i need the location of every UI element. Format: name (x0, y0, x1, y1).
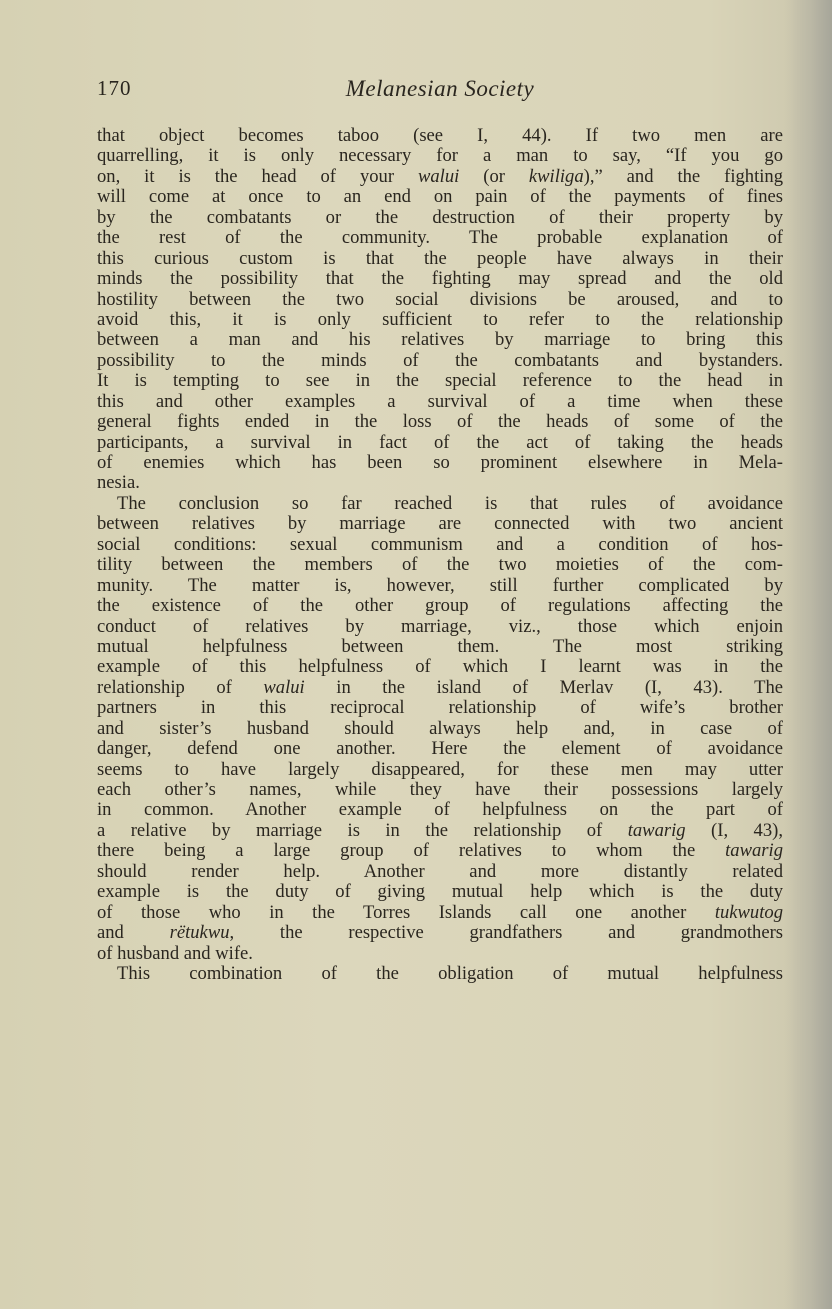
italic-term: rëtukwu (169, 922, 230, 944)
text-line: will come at once to an end on pain of the payments of fines (97, 186, 783, 208)
text-line: that object becomes taboo (see I, 44). If two men are (97, 125, 783, 146)
text-line: nesia. (97, 472, 140, 494)
page-edge-shadow (784, 0, 832, 1309)
text-line: The conclusion so far reached is that rules of avoidance (117, 492, 783, 514)
text-line: of husband and wife. (97, 942, 253, 964)
text-line: this curious custom is that the people have always in their (97, 247, 783, 269)
text-line: partners in this reciprocal relationship of wife’s brother (97, 697, 783, 719)
italic-term: walui (263, 676, 305, 698)
text-line: possibility to the minds of the combatants and bystanders. (97, 349, 783, 371)
text-line: munity. The matter is, however, still further complicated by (97, 574, 783, 596)
text-line: participants, a survival in fact of the act of taking the heads (97, 431, 783, 453)
body-text (97, 126, 783, 984)
italic-term: tukwutog (714, 901, 783, 923)
text-line: by the combatants or the destruction of their property by (97, 206, 783, 228)
text-line: on, it is the head of your walui (or kwiliga),” and the fighting (97, 165, 784, 187)
text-line: should render help. Another and more distantly related (97, 860, 783, 882)
text-line: conduct of relatives by marriage, viz., those which enjoin (97, 615, 783, 637)
text-line: tility between the members of the two moieties of the com- (97, 554, 783, 576)
page-number: 170 (97, 76, 132, 100)
italic-term: tawarig (627, 819, 686, 841)
italic-term: tawarig (725, 840, 783, 862)
italic-term: walui (417, 165, 460, 187)
text-line: this and other examples a survival of a time when these (97, 390, 783, 412)
text-line: avoid this, it is only sufficient to refer to the relationship (97, 308, 783, 330)
text-line: This combination of the obligation of mutual helpfulness (117, 962, 783, 984)
text-line: between a man and his relatives by marriage to bring this (97, 329, 783, 351)
text-line: example of this helpfulness of which I learnt was in the (97, 656, 783, 678)
text-line: and sister’s husband should always help and, in case of (97, 717, 783, 739)
text-line: seems to have largely disappeared, for these men may utter (97, 758, 783, 780)
page-header (97, 76, 783, 106)
text-line: example is the duty of giving mutual help which is the duty (97, 881, 783, 903)
text-line: each other’s names, while they have their possessions largely (97, 779, 783, 800)
running-title: Melanesian Society (345, 76, 535, 101)
text-line: relationship of walui in the island of Merlav (I, 43). The (97, 676, 783, 698)
text-line: general fights ended in the loss of the heads of some of the (97, 411, 783, 433)
text-line: minds the possibility that the fighting may spread and the old (97, 268, 783, 290)
text-line: social conditions: sexual communism and a condition of hos- (97, 533, 783, 555)
text-line: hostility between the two social divisions be aroused, and to (97, 288, 783, 310)
text-line: there being a large group of relatives to whom the tawarig (97, 840, 783, 862)
text-line: mutual helpfulness between them. The most striking (97, 635, 783, 657)
text-line: danger, defend one another. Here the element of avoidance (97, 738, 783, 760)
text-line: and rëtukwu, the respective grandfathers and grandmothers (97, 922, 784, 944)
text-line: quarrelling, it is only necessary for a man to say, “If you go (97, 145, 783, 167)
text-line: in common. Another example of helpfulness on the part of (97, 799, 783, 821)
text-line: a relative by marriage is in the relationship of tawarig (I, 43), (97, 819, 783, 841)
text-line: It is tempting to see in the special reference to the head in (97, 370, 783, 392)
text-line: the existence of the other group of regulations affecting the (97, 595, 783, 617)
text-line: between relatives by marriage are connected with two ancient (97, 513, 783, 535)
text-line: of those who in the Torres Islands call one another tukwutog (97, 901, 783, 923)
text-line: of enemies which has been so prominent elsewhere in Mela- (97, 452, 783, 473)
italic-term: kwiliga (528, 165, 584, 187)
text-line: the rest of the community. The probable explanation of (97, 227, 783, 249)
